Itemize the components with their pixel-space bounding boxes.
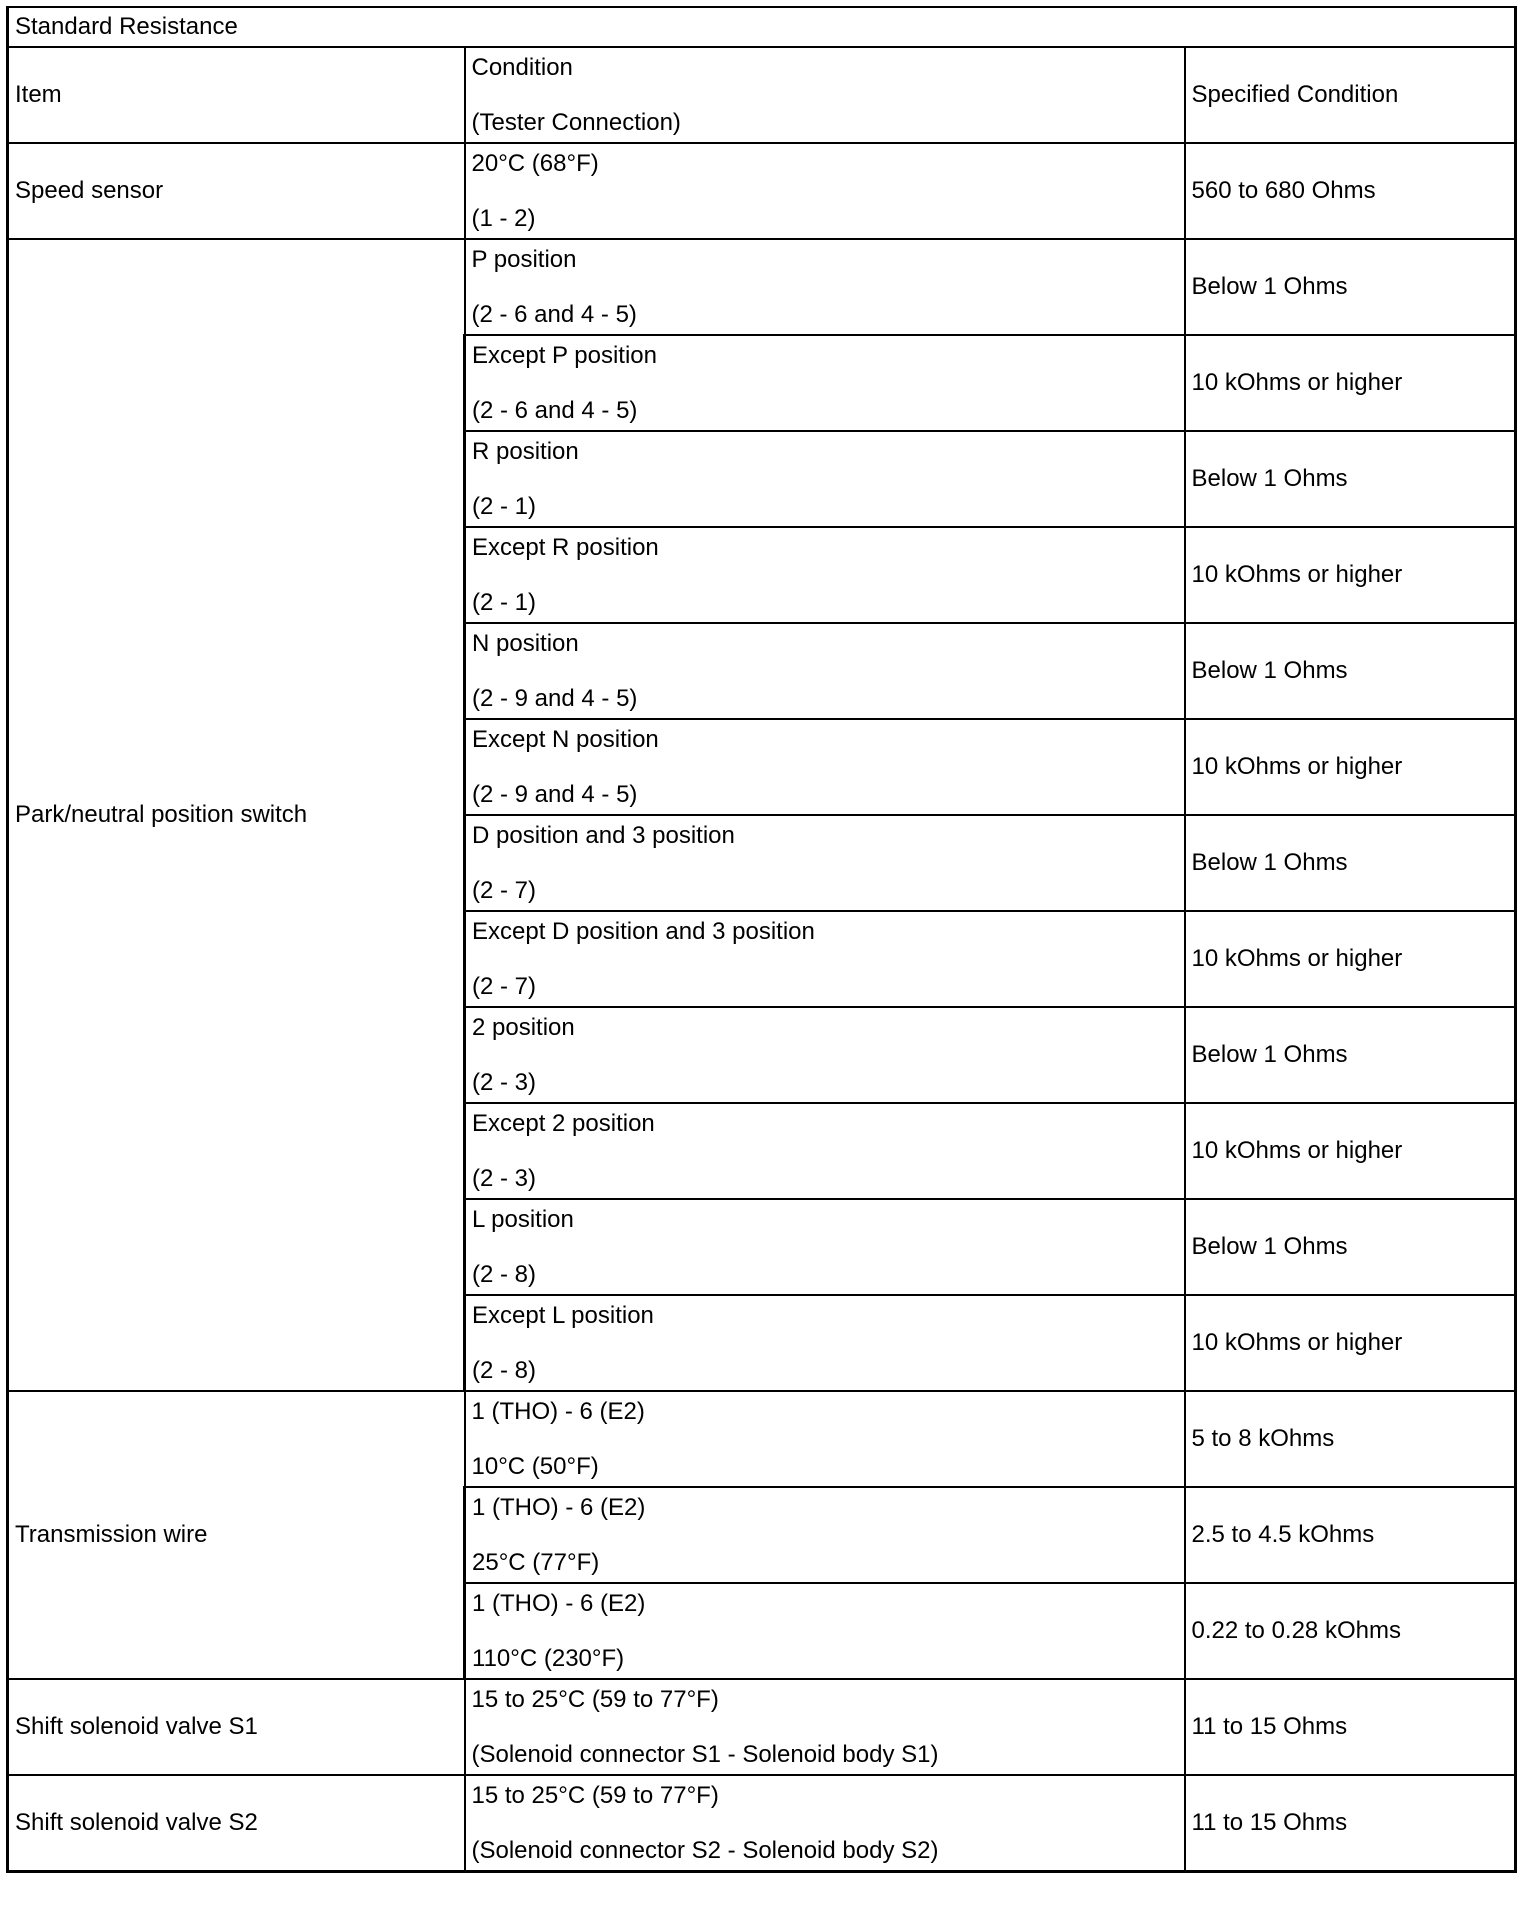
specified-condition-cell: 5 to 8 kOhms (1185, 1391, 1516, 1487)
condition-line2: (2 - 6 and 4 - 5) (472, 396, 638, 424)
condition-line2: (Solenoid connector S1 - Solenoid body S1) (471, 1740, 939, 1768)
condition-line1: 2 position (472, 1013, 575, 1041)
condition-cell (465, 1103, 1185, 1199)
standard-resistance-table (6, 6, 1517, 1873)
condition-line2: (2 - 8) (472, 1356, 537, 1384)
item-cell: Speed sensor (8, 143, 465, 239)
condition-line2: (1 - 2) (471, 204, 536, 232)
condition-line1: Except D position and 3 position (472, 917, 815, 945)
condition-line1: P position (471, 245, 577, 273)
condition-cell (465, 143, 1185, 239)
specified-condition-cell: 10 kOhms or higher (1185, 911, 1516, 1007)
specified-condition-cell: 10 kOhms or higher (1185, 719, 1516, 815)
condition-line1: 20°C (68°F) (471, 149, 599, 177)
condition-line2: (Solenoid connector S2 - Solenoid body S2) (471, 1836, 939, 1864)
condition-line2: (2 - 7) (472, 972, 537, 1000)
specified-condition-cell: 10 kOhms or higher (1185, 1103, 1516, 1199)
condition-cell (465, 911, 1185, 1007)
condition-line2: (2 - 3) (472, 1068, 537, 1096)
condition-cell (465, 1775, 1185, 1872)
specified-condition-cell: 560 to 680 Ohms (1185, 143, 1516, 239)
document-page (6, 6, 1514, 1873)
condition-line1: N position (472, 629, 579, 657)
table-row (8, 239, 1516, 335)
condition-line2: 110°C (230°F) (472, 1644, 625, 1672)
table-row (8, 1775, 1516, 1872)
specified-condition-cell: Below 1 Ohms (1185, 815, 1516, 911)
condition-line1: R position (472, 437, 579, 465)
condition-line2: 25°C (77°F) (472, 1548, 600, 1576)
condition-cell (465, 1487, 1185, 1583)
condition-cell (465, 623, 1185, 719)
condition-cell (465, 815, 1185, 911)
condition-line2: 10°C (50°F) (471, 1452, 599, 1480)
table-row (8, 1391, 1516, 1487)
specified-condition-cell: 2.5 to 4.5 kOhms (1185, 1487, 1516, 1583)
condition-line1: D position and 3 position (472, 821, 735, 849)
condition-line1: 15 to 25°C (59 to 77°F) (471, 1685, 719, 1713)
condition-line2: (2 - 1) (472, 588, 537, 616)
condition-line2: (2 - 8) (472, 1260, 537, 1288)
condition-line2: (2 - 9 and 4 - 5) (472, 780, 638, 808)
table-row (8, 143, 1516, 239)
specified-condition-cell: 11 to 15 Ohms (1185, 1775, 1516, 1872)
condition-line1: Except P position (472, 341, 658, 369)
header-condition-line2: (Tester Connection) (471, 108, 681, 136)
item-cell: Park/neutral position switch (8, 239, 465, 1391)
condition-cell (465, 719, 1185, 815)
condition-line2: (2 - 6 and 4 - 5) (471, 300, 637, 328)
item-cell: Transmission wire (8, 1391, 465, 1679)
condition-cell (465, 1679, 1185, 1775)
specified-condition-cell: 11 to 15 Ohms (1185, 1679, 1516, 1775)
title-row (8, 7, 1516, 47)
specified-condition-cell: 10 kOhms or higher (1185, 527, 1516, 623)
table-title: Standard Resistance (8, 7, 1516, 47)
specified-condition-cell: Below 1 Ohms (1185, 239, 1516, 335)
condition-cell (465, 527, 1185, 623)
condition-line1: 1 (THO) - 6 (E2) (472, 1493, 646, 1521)
table-body (8, 7, 1516, 1872)
specified-condition-cell: Below 1 Ohms (1185, 1007, 1516, 1103)
item-cell: Shift solenoid valve S2 (8, 1775, 465, 1872)
condition-line1: 1 (THO) - 6 (E2) (472, 1589, 646, 1617)
condition-line1: Except L position (472, 1301, 654, 1329)
condition-line2: (2 - 7) (472, 876, 537, 904)
condition-cell (465, 335, 1185, 431)
condition-cell (465, 1199, 1185, 1295)
condition-line1: L position (472, 1205, 574, 1233)
condition-cell (465, 1007, 1185, 1103)
condition-cell (465, 431, 1185, 527)
item-cell: Shift solenoid valve S1 (8, 1679, 465, 1775)
specified-condition-cell: Below 1 Ohms (1185, 1199, 1516, 1295)
condition-cell (465, 1295, 1185, 1391)
condition-line1: 1 (THO) - 6 (E2) (471, 1397, 645, 1425)
condition-cell (465, 1391, 1185, 1487)
header-item: Item (8, 47, 465, 143)
condition-line1: Except R position (472, 533, 659, 561)
condition-cell (465, 239, 1185, 335)
condition-line2: (2 - 1) (472, 492, 537, 520)
specified-condition-cell: 0.22 to 0.28 kOhms (1185, 1583, 1516, 1679)
condition-cell (465, 1583, 1185, 1679)
condition-line2: (2 - 3) (472, 1164, 537, 1192)
condition-line1: Except N position (472, 725, 659, 753)
specified-condition-cell: Below 1 Ohms (1185, 623, 1516, 719)
header-row (8, 47, 1516, 143)
specified-condition-cell: 10 kOhms or higher (1185, 1295, 1516, 1391)
table-row (8, 1679, 1516, 1775)
header-specified-condition: Specified Condition (1185, 47, 1516, 143)
condition-line2: (2 - 9 and 4 - 5) (472, 684, 638, 712)
specified-condition-cell: 10 kOhms or higher (1185, 335, 1516, 431)
condition-line1: Except 2 position (472, 1109, 655, 1137)
header-condition-line1: Condition (471, 53, 573, 81)
specified-condition-cell: Below 1 Ohms (1185, 431, 1516, 527)
condition-line1: 15 to 25°C (59 to 77°F) (471, 1781, 719, 1809)
header-condition (465, 47, 1185, 143)
